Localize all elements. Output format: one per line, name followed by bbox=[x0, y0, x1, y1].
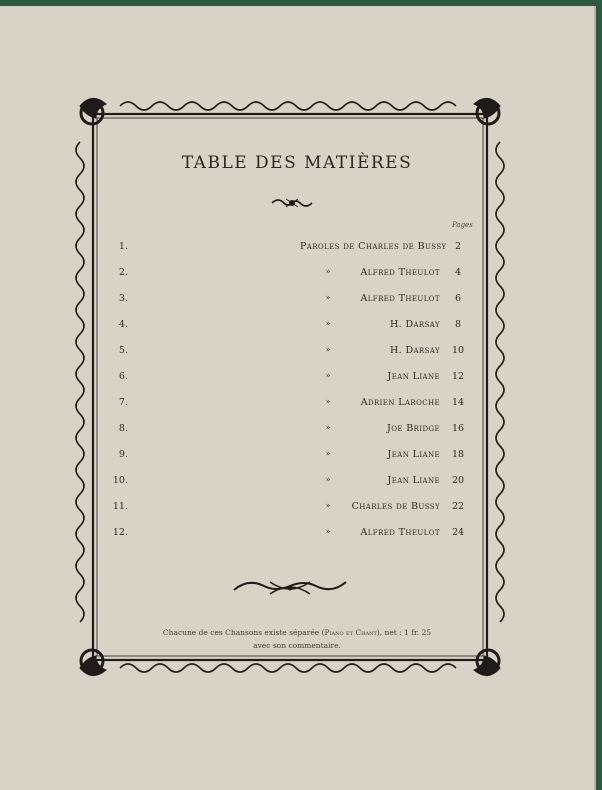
entry-author: Jean Liane bbox=[387, 449, 440, 460]
entry-number: 10. bbox=[112, 475, 128, 486]
entry-page: 20 bbox=[451, 475, 465, 486]
entry-author: H. Darsay bbox=[389, 319, 440, 330]
entry-author: Joe Bridge bbox=[386, 423, 440, 434]
entry-page: 18 bbox=[451, 449, 465, 460]
document-page bbox=[0, 6, 596, 790]
entry-number: 5. bbox=[118, 345, 128, 356]
list-item bbox=[0, 475, 594, 491]
entry-page: 14 bbox=[451, 397, 465, 408]
entry-author: Jean Liane bbox=[387, 371, 440, 382]
list-item bbox=[0, 319, 594, 335]
list-item bbox=[0, 371, 594, 387]
list-item bbox=[0, 449, 594, 465]
entry-page: 22 bbox=[451, 501, 465, 512]
entry-author: Paroles de Charles de Bussy bbox=[300, 241, 447, 252]
entry-page: 10 bbox=[451, 345, 465, 356]
bottom-ornament-icon bbox=[230, 576, 350, 600]
list-item bbox=[0, 527, 594, 543]
page-title: TABLE DES MATIÈRES bbox=[181, 153, 413, 173]
ditto-mark: » bbox=[325, 267, 331, 276]
entry-author: Alfred Theulot bbox=[360, 527, 440, 538]
entry-number: 2. bbox=[118, 267, 128, 278]
ditto-mark: » bbox=[325, 475, 331, 484]
entry-number: 8. bbox=[118, 423, 128, 434]
entry-author: H. Darsay bbox=[389, 345, 440, 356]
entry-page: 16 bbox=[451, 423, 465, 434]
ditto-mark: » bbox=[325, 527, 331, 536]
ditto-mark: » bbox=[325, 345, 331, 354]
list-item bbox=[0, 241, 594, 257]
ditto-mark: » bbox=[325, 449, 331, 458]
list-item bbox=[0, 345, 594, 361]
entry-page: 4 bbox=[454, 267, 462, 278]
pages-column-header: Pages bbox=[452, 221, 473, 229]
list-item bbox=[0, 267, 594, 283]
ditto-mark: » bbox=[325, 423, 331, 432]
ditto-mark: » bbox=[325, 397, 331, 406]
list-item bbox=[0, 397, 594, 413]
entry-page: 6 bbox=[454, 293, 462, 304]
entry-author: Jean Liane bbox=[387, 475, 440, 486]
entry-page: 2 bbox=[454, 241, 462, 252]
footnote-line-1: Chacune de ces Chansons existe séparée (Piano et Chant), net : 1 fr. 25 bbox=[162, 628, 432, 637]
entry-page: 24 bbox=[451, 527, 465, 538]
entry-number: 3. bbox=[118, 293, 128, 304]
list-item bbox=[0, 423, 594, 439]
entry-author: Adrien Laroche bbox=[360, 397, 440, 408]
entry-number: 4. bbox=[118, 319, 128, 330]
ditto-mark: » bbox=[325, 293, 331, 302]
ditto-mark: » bbox=[325, 319, 331, 328]
entry-page: 12 bbox=[451, 371, 465, 382]
entry-author: Charles de Bussy bbox=[351, 501, 440, 512]
entry-number: 11. bbox=[112, 501, 128, 512]
list-item bbox=[0, 293, 594, 309]
entry-author: Alfred Theulot bbox=[360, 293, 440, 304]
ditto-mark: » bbox=[325, 501, 331, 510]
ditto-mark: » bbox=[325, 371, 331, 380]
list-item bbox=[0, 501, 594, 517]
entry-page: 8 bbox=[454, 319, 462, 330]
footnote-line-2: avec son commentaire. bbox=[253, 641, 341, 650]
footnote bbox=[0, 626, 594, 652]
entry-number: 12. bbox=[112, 527, 128, 538]
entry-number: 9. bbox=[118, 449, 128, 460]
title-ornament-icon bbox=[270, 196, 314, 210]
entry-number: 7. bbox=[118, 397, 128, 408]
entry-number: 6. bbox=[118, 371, 128, 382]
entry-number: 1. bbox=[118, 241, 128, 252]
entry-author: Alfred Theulot bbox=[360, 267, 440, 278]
